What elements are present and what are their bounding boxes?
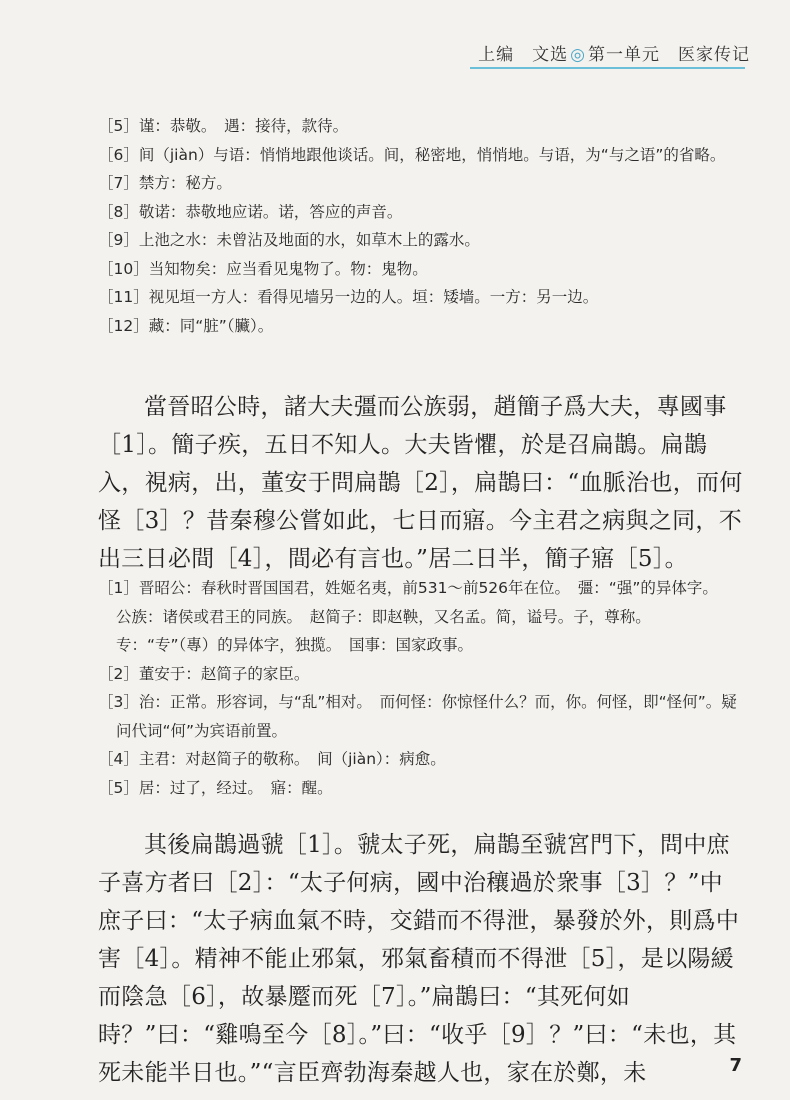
main-text-paragraph: 當晉昭公時，諸大夫彊而公族弱，趙簡子爲大夫，專國事［1］。簡子疾，五日不知人。大夫皆懼，於是召扁鵲。扁鵲入，視病，出，董安于問扁鵲［2］，扁鵲曰：“血脈治也，而何怪［3］？昔秦穆公嘗如此，七日而寤。今主君之病與之同，不出三日必間［4］，間必有言也。”居二日半，簡子寤［5］。: [98, 394, 743, 572]
header-chapter: 第一单元 医家传记: [588, 45, 750, 65]
annotations-group-2: [98, 574, 738, 802]
annotation: ［5］谨：恭敬。 遇：接待，款待。: [98, 117, 349, 135]
header-rule: [470, 67, 745, 69]
annotation: ［6］间（jiàn）与语：悄悄地跟他谈话。间，秘密地，悄悄地。与语，为“与之语”的省略。: [98, 145, 726, 164]
annotation: ［10］当知物矣：应当看见鬼物了。物：鬼物。: [98, 259, 428, 278]
circle-separator-icon: ◎: [570, 45, 586, 65]
running-header: [478, 40, 750, 65]
annotation: ［11］视见垣一方人：看得见墙另一边的人。垣：矮墙。一方：另一边。: [98, 288, 599, 306]
annotation: ［12］藏：同“脏”（臟）。: [98, 316, 274, 335]
header-section: 上编 文选: [478, 45, 569, 65]
annotation: ［9］上池之水：未曾沾及地面的水，如草木上的露水。: [98, 231, 480, 249]
annotation: ［3］治：正常。形容词，与“乱”相对。 而何怪：你惊怪什么？而，你。何怪，即“怪何”。疑问代词“何”为宾语前置。: [98, 693, 737, 740]
annotation: ［5］居：过了，经过。 寤：醒。: [98, 778, 333, 797]
page-number: 7: [729, 1055, 742, 1076]
classical-text-1: [98, 388, 743, 578]
annotation: ［1］晋昭公：春秋时晋国国君，姓姬名夷，前531～前526年在位。 彊：“强”的异体字。 公族：诸侯或君王的同族。 赵简子：即赵鞅，又名孟。简，谥号。子，尊称。 专：“专”（專）的异体字，独揽。 国事：国家政事。: [98, 579, 726, 654]
annotation: ［4］主君：对赵简子的敬称。 间（jiàn）：病愈。: [98, 750, 446, 768]
annotation: ［8］敬诺：恭敬地应诺。诺，答应的声音。: [98, 202, 403, 221]
annotation: ［2］董安于：赵简子的家臣。: [98, 664, 310, 683]
classical-text-2: [98, 826, 743, 1092]
main-text-paragraph: 其後扁鵲過虢［1］。虢太子死，扁鵲至虢宮門下，問中庶子喜方者曰［2］：“太子何病，國中治穰過於衆事［3］？”中庶子曰：“太子病血氣不時，交錯而不得泄，暴發於外，則爲中害［4］。精神不能止邪氣，邪氣畜積而不得泄［5］，是以陽緩而陰急［6］，故暴蹷而死［7］。”扁鵲曰：“其死何如時？”曰：“雞鳴至今［8］。”曰：“收乎［9］？”曰：“未也，其死未能半日也。”“言臣齊勃海秦越人也，家在於鄭，未: [98, 832, 740, 1086]
annotations-group-1: [98, 112, 738, 340]
annotation: ［7］禁方：秘方。: [98, 174, 232, 192]
